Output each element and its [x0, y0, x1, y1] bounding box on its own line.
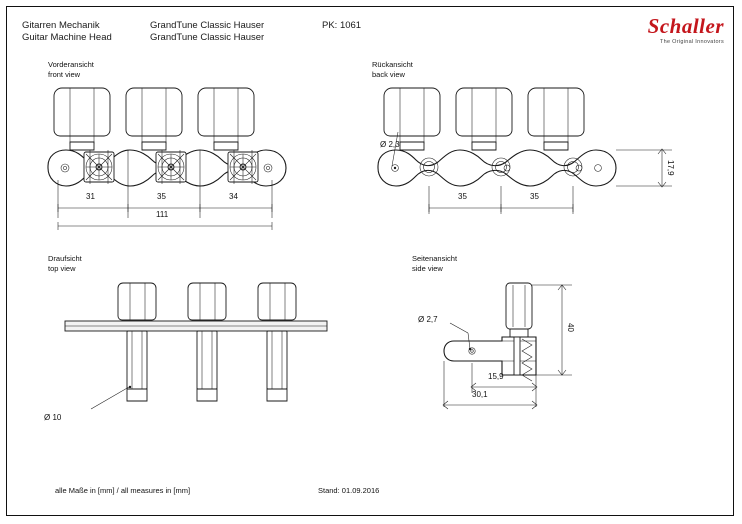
top-view-drawing [35, 275, 335, 445]
caption-top-en: top view [48, 263, 76, 273]
caption-side-en: side view [412, 263, 443, 273]
dim-front-a: 31 [86, 192, 95, 201]
title-block-pk [322, 20, 442, 32]
side-hole-leader [450, 323, 471, 350]
caption-back-en: back view [372, 69, 405, 79]
dim-front-c: 34 [229, 192, 238, 201]
side-worm-spring [514, 337, 532, 381]
footer-measures-note: alle Maße in [mm] / all measures in [mm] [55, 486, 191, 495]
caption-front-de: Vorderansicht [48, 60, 94, 69]
front-tuner-buttons [54, 88, 254, 150]
back-dim-chain [429, 186, 573, 214]
side-tuner-button [506, 283, 532, 337]
caption-front-en: front view [48, 69, 81, 79]
dim-back-a: 35 [458, 192, 467, 201]
back-dim-height [616, 149, 672, 187]
back-view-drawing [370, 80, 690, 240]
caption-side-de: Seitenansicht [412, 254, 458, 263]
model-name-de: GrandTune Classic Hauser [150, 20, 265, 31]
top-post-diameter-leader [91, 386, 131, 409]
side-view-drawing [410, 275, 600, 445]
back-tuner-buttons [384, 88, 584, 150]
dim-back-b: 35 [530, 192, 539, 201]
dim-back-hole: Ø 2,3 [380, 140, 400, 149]
dim-side-b: 30,1 [472, 390, 488, 399]
dim-side-height: 40 [566, 323, 575, 332]
footer-revision-date: Stand: 01.09.2016 [318, 486, 380, 495]
front-gear-mechanisms [70, 150, 258, 184]
product-name-en: Guitar Machine Head [22, 32, 112, 43]
dim-back-height: 17,9 [666, 160, 675, 176]
title-block-product [22, 20, 152, 44]
product-name-de: Gitarren Mechanik [22, 20, 100, 31]
top-tuner-buttons [118, 283, 296, 320]
front-view-drawing [40, 80, 320, 240]
dim-front-total: 111 [156, 210, 169, 219]
model-name-en: GrandTune Classic Hauser [150, 32, 265, 43]
caption-top-view [48, 254, 82, 273]
dim-side-a: 15,9 [488, 372, 504, 381]
side-dim-b [443, 361, 537, 409]
caption-back-view [372, 60, 413, 79]
dim-front-b: 35 [157, 192, 166, 201]
caption-back-de: Rückansicht [372, 60, 413, 69]
top-string-posts [127, 331, 287, 401]
brand-logo [648, 16, 724, 45]
pk-number: PK: 1061 [322, 20, 362, 31]
back-base-plate [378, 150, 616, 186]
top-base-plate [65, 321, 327, 331]
dim-top-shaft: Ø 10 [44, 413, 62, 422]
brand-name: Schaller [647, 14, 724, 38]
caption-front-view [48, 60, 94, 79]
caption-side-view [412, 254, 457, 273]
caption-top-de: Draufsicht [48, 254, 82, 263]
front-dim-total [58, 222, 272, 230]
dim-side-hole: Ø 2,7 [418, 315, 438, 324]
brand-tagline: The Original Innovators [659, 39, 724, 45]
title-block-model [150, 20, 320, 44]
